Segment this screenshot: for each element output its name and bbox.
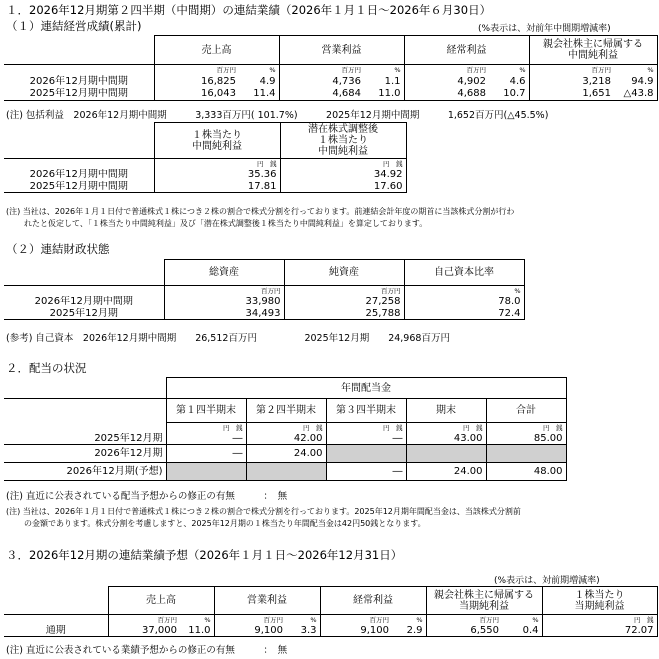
- operating-results-table: [4, 35, 658, 101]
- value-cell: 4,688: [404, 88, 489, 101]
- header-net-assets: 純資産: [284, 260, 404, 286]
- header-eps-line1: １株当たり: [192, 129, 242, 141]
- value-cell: 24.00: [406, 463, 486, 481]
- forecast-revision-note: (注) 直近に公表されている業績予想からの修正の有無 ： 無: [6, 645, 288, 656]
- value-cell: 9,100: [214, 625, 286, 637]
- value-cell: 17.60: [280, 181, 406, 193]
- unit-pct: %: [180, 615, 214, 625]
- comprehensive-income-note: (注) 包括利益 2026年12月期中間期 3,333百万円( 101.7%) 2025年12月期中間期 1,652百万円(△45.5%): [6, 110, 549, 121]
- value-cell: 4.9: [239, 75, 279, 88]
- value-cell: 4,736: [279, 75, 364, 88]
- header-ordinary-income: 経常利益: [404, 36, 529, 65]
- header-eps: [542, 587, 657, 615]
- unit-yen: 円 銭: [280, 159, 406, 169]
- row-label: 2026年12月期(予想): [4, 463, 166, 481]
- value-cell: 72.07: [542, 625, 657, 637]
- header-net-income-line2: 中間純利益: [568, 50, 618, 61]
- header-net-income-line2: 当期純利益: [459, 600, 509, 612]
- value-cell: 16,043: [154, 88, 239, 101]
- unit-yen-m: 百万円: [279, 65, 364, 75]
- header-total-assets: 総資産: [164, 260, 284, 286]
- value-cell: 33,980: [164, 296, 284, 308]
- value-cell: ―: [166, 433, 246, 445]
- value-cell: 37,000: [108, 625, 180, 637]
- row-label: 2026年12月期: [4, 445, 166, 463]
- header-operating-income: 営業利益: [279, 36, 404, 65]
- unit-yen-m: 百万円: [164, 286, 284, 296]
- shaded-cell: [406, 445, 486, 463]
- unit-yen: 円 銭: [542, 615, 657, 625]
- value-cell: 16,825: [154, 75, 239, 88]
- header-diluted-eps-line2: １株当たり: [318, 135, 368, 146]
- section3-title: ３．2026年12月期の連結業績予想（2026年１月１日～2026年12月31日）: [6, 548, 403, 562]
- value-cell: 11.0: [180, 625, 214, 637]
- value-cell: 1.1: [364, 75, 404, 88]
- value-cell: 4.6: [489, 75, 529, 88]
- header-net-income-line1: 親会社株主に帰属する: [543, 39, 643, 50]
- forecast-table: [4, 586, 658, 637]
- row-label: 2025年12月期中間期: [4, 181, 154, 193]
- eps-note-line2: れたと仮定して、「１株当たり中間純利益」及び「潜在株式調整後１株当たり中間純利益」を算定しております。: [24, 219, 428, 228]
- value-cell: 94.9: [614, 75, 657, 88]
- unit-pct: %: [392, 615, 426, 625]
- subsection-operating-results-title: （１）連結経営成績(累計): [6, 19, 142, 33]
- value-cell: 48.00: [486, 463, 566, 481]
- dividends-table: [4, 377, 567, 481]
- header-net-income: [529, 36, 657, 65]
- value-cell: 4,902: [404, 75, 489, 88]
- header-annual-dividend: 年間配当金: [166, 378, 566, 399]
- header-eps: [154, 123, 280, 159]
- subsection-financial-position-title: （２）連結財政状態: [6, 242, 110, 256]
- unit-yen: 円 銭: [486, 423, 566, 433]
- row-label: 2026年12月期中間期: [4, 296, 164, 308]
- unit-yen: 円 銭: [154, 159, 280, 169]
- header-sales: 売上高: [154, 36, 279, 65]
- value-cell: 85.00: [486, 433, 566, 445]
- unit-pct: %: [364, 65, 404, 75]
- unit-yen-m: 百万円: [108, 615, 180, 625]
- header-year-end: 期末: [406, 399, 486, 423]
- value-cell: 11.4: [239, 88, 279, 101]
- value-cell: 1,651: [529, 88, 614, 101]
- header-operating-income: 営業利益: [214, 587, 320, 615]
- value-cell: 25,788: [284, 308, 404, 320]
- value-cell: ―: [326, 433, 406, 445]
- unit-yen-m: 百万円: [214, 615, 286, 625]
- header-ordinary-income: 経常利益: [320, 587, 426, 615]
- header-eps-line2: 当期純利益: [574, 600, 625, 612]
- header-diluted-eps: [280, 123, 406, 159]
- unit-yen-m: 百万円: [529, 65, 614, 75]
- unit-yen: 円 銭: [166, 423, 246, 433]
- unit-pct: %: [614, 65, 657, 75]
- row-label: 2025年12月期: [4, 308, 164, 320]
- eps-table: [4, 122, 407, 193]
- value-cell: 43.00: [406, 433, 486, 445]
- unit-yen-m: 百万円: [284, 286, 404, 296]
- header-total: 合計: [486, 399, 566, 423]
- dividend-revision-note: (注) 直近に公表されている配当予想からの修正の有無 ： 無: [6, 491, 288, 502]
- value-cell: 34.92: [280, 169, 406, 181]
- shaded-cell: [486, 445, 566, 463]
- header-sales: 売上高: [108, 587, 214, 615]
- unit-pct: %: [502, 615, 542, 625]
- unit-yen-m: 百万円: [426, 615, 502, 625]
- value-cell: 72.4: [404, 308, 524, 320]
- header-diluted-eps-line1: 潜在株式調整後: [308, 124, 378, 135]
- value-cell: 11.0: [364, 88, 404, 101]
- header-diluted-eps-line3: 中間純利益: [318, 146, 368, 157]
- financial-position-table: [4, 259, 525, 320]
- value-cell: 4,684: [279, 88, 364, 101]
- value-cell: 17.81: [154, 181, 280, 193]
- header-net-income: [426, 587, 542, 615]
- unit-pct: %: [286, 615, 320, 625]
- header-equity-ratio: 自己資本比率: [404, 260, 524, 286]
- equity-reference-note: (参考) 自己資本 2026年12月期中間期 26,512百万円 2025年12月期 24,968百万円: [6, 333, 450, 344]
- header-eps-line2: 中間純利益: [192, 140, 242, 152]
- value-cell: 34,493: [164, 308, 284, 320]
- row-label: 2025年12月期中間期: [4, 88, 154, 101]
- value-cell: 2.9: [392, 625, 426, 637]
- value-cell: 9,100: [320, 625, 392, 637]
- percent-note: (%表示は、対前年中間期増減率): [478, 24, 611, 34]
- unit-pct: %: [404, 286, 524, 296]
- row-label: 2026年12月期中間期: [4, 169, 154, 181]
- unit-yen-m: 百万円: [320, 615, 392, 625]
- value-cell: 10.7: [489, 88, 529, 101]
- unit-yen-m: 百万円: [404, 65, 489, 75]
- value-cell: 24.00: [246, 445, 326, 463]
- unit-yen-m: 百万円: [154, 65, 239, 75]
- value-cell: 27,258: [284, 296, 404, 308]
- unit-pct: %: [489, 65, 529, 75]
- forecast-percent-note: (%表示は、対前期増減率): [494, 576, 600, 586]
- section1-title: １．2026年12月期第２四半期（中間期）の連結業績（2026年１月１日～2026年６月30日）: [6, 3, 492, 17]
- value-cell: 0.4: [502, 625, 542, 637]
- row-label: 2025年12月期: [4, 433, 166, 445]
- unit-yen: 円 銭: [326, 423, 406, 433]
- value-cell: △43.8: [614, 88, 657, 101]
- value-cell: 78.0: [404, 296, 524, 308]
- value-cell: 42.00: [246, 433, 326, 445]
- eps-note-line1: (注) 当社は、2026年１月１日付で普通株式１株につき２株の割合で株式分割を行っております。前連結会計年度の期首に当該株式分割が行わ: [6, 207, 515, 216]
- dividend-split-note-line1: (注) 当社は、2026年１月１日付で普通株式１株につき２株の割合で株式分割を行っております。2025年12月期年間配当金は、当該株式分割前: [6, 507, 521, 516]
- shaded-cell: [246, 463, 326, 481]
- value-cell: ―: [326, 463, 406, 481]
- value-cell: 35.36: [154, 169, 280, 181]
- value-cell: ―: [166, 445, 246, 463]
- header-q1-end: 第１四半期末: [166, 399, 246, 423]
- unit-pct: %: [239, 65, 279, 75]
- unit-yen: 円 銭: [406, 423, 486, 433]
- value-cell: 6,550: [426, 625, 502, 637]
- unit-yen: 円 銭: [246, 423, 326, 433]
- header-q3-end: 第３四半期末: [326, 399, 406, 423]
- dividend-split-note-line2: の金額であります。株式分割を考慮しますと、2025年12月期の１株当たり年間配当金は42円50銭となります。: [24, 519, 426, 528]
- header-net-income-line1: 親会社株主に帰属する: [434, 589, 534, 601]
- value-cell: 3,218: [529, 75, 614, 88]
- row-label: 2026年12月期中間期: [4, 75, 154, 88]
- shaded-cell: [326, 445, 406, 463]
- section2-title: ２．配当の状況: [6, 361, 87, 375]
- header-q2-end: 第２四半期末: [246, 399, 326, 423]
- shaded-cell: [166, 463, 246, 481]
- header-eps-line1: １株当たり: [574, 589, 625, 601]
- value-cell: 3.3: [286, 625, 320, 637]
- row-label: 通期: [4, 625, 108, 637]
